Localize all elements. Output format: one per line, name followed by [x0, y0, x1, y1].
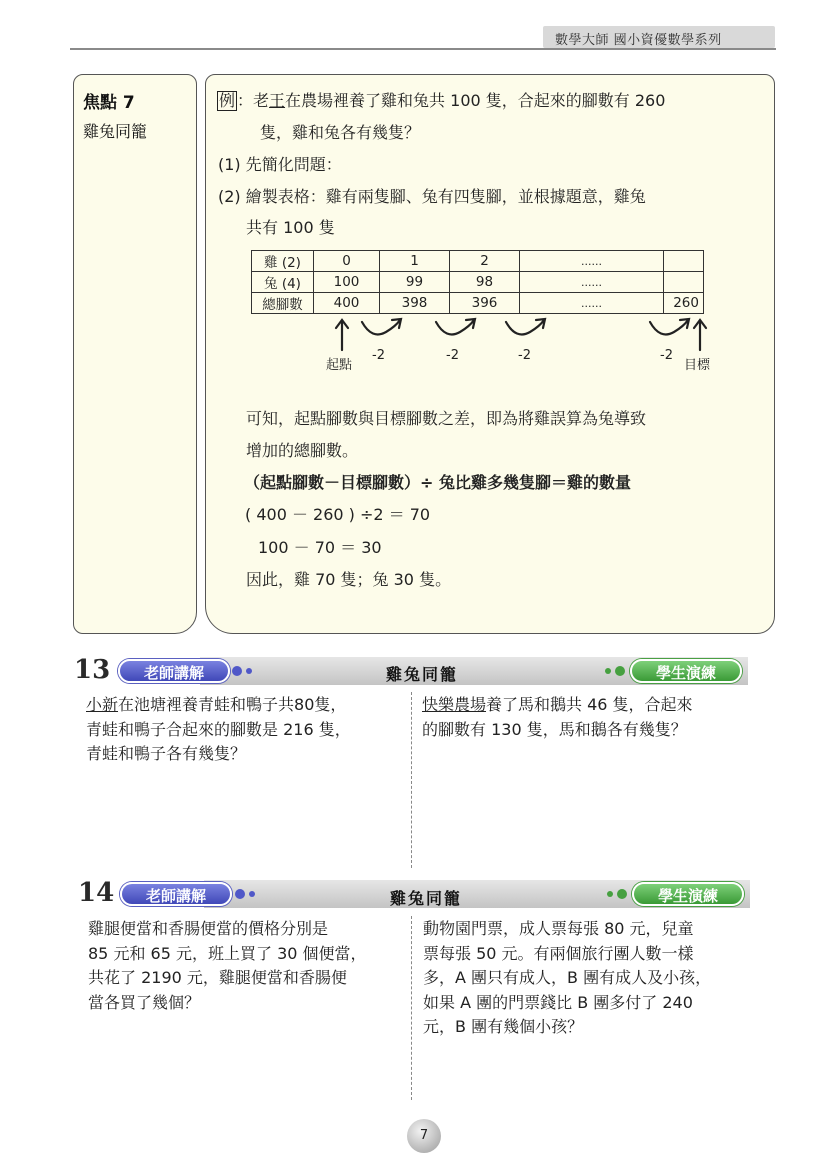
- example-question-line2: 隻，雞和兔各有幾隻？: [260, 123, 421, 142]
- table-cell: 1: [380, 251, 450, 272]
- dot-icon: [246, 668, 252, 674]
- step-arrow-icon: [650, 320, 688, 334]
- table-cell: 99: [380, 272, 450, 293]
- answer: 因此，雞 70 隻；兔 30 隻。: [246, 570, 452, 589]
- table-cell: [664, 251, 704, 272]
- table-row: [252, 293, 704, 314]
- row-header: 總腳數: [252, 293, 314, 314]
- explanation-line1: 可知，起點腳數與目標腳數之差，即為將雞誤算為兔導致: [246, 409, 647, 428]
- explanation-line2: 增加的總腳數。: [246, 441, 359, 460]
- table-cell: 260: [664, 293, 704, 314]
- start-label: 起點: [326, 358, 353, 373]
- page-number: 7: [407, 1119, 441, 1153]
- dot-icon: [605, 668, 611, 674]
- example-question-line1: 例 ：老王在農場裡養了雞和兔共 100 隻，合起來的腳數有 260: [219, 91, 666, 110]
- header-rule: [70, 48, 776, 50]
- end-label: 目標: [684, 358, 711, 373]
- step-label: -2: [660, 348, 673, 363]
- step-label: -2: [518, 348, 531, 363]
- table-cell: 396: [450, 293, 520, 314]
- section-number: 13: [74, 655, 111, 685]
- series-title: 數學大師 國小資優數學系列: [555, 33, 722, 48]
- table-cell: 98: [450, 272, 520, 293]
- student-practice-badge: 學生演練: [630, 659, 742, 683]
- example-tag: 例: [219, 91, 236, 110]
- teacher-question: 小新在池塘裡養青蛙和鴨子共80隻， 青蛙和鴨子合起來的腳數是 216 隻， 青蛙和鴨子各有幾隻？: [86, 695, 351, 763]
- table-cell: 398: [380, 293, 450, 314]
- dot-icon: [615, 666, 625, 676]
- dot-icon: [235, 889, 245, 899]
- step-2: (2) 繪製表格：雞有兩隻腳、兔有四隻腳，並根據題意，雞兔: [218, 187, 646, 206]
- leg-count-table: [251, 250, 704, 314]
- dot-icon: [232, 666, 242, 676]
- student-question: 快樂農場養了馬和鵝共 46 隻，合起來 的腳數有 130 隻，馬和鵝各有幾隻？: [422, 695, 693, 739]
- table-cell: ......: [520, 293, 664, 314]
- table-cell: [664, 272, 704, 293]
- example-name: 王: [269, 91, 286, 110]
- section-number: 14: [78, 878, 115, 908]
- table-cell: ......: [520, 251, 664, 272]
- teacher-explain-badge: 老師講解: [120, 882, 232, 906]
- step-label: -2: [446, 348, 459, 363]
- formula: （起點腳數－目標腳數）÷ 兔比雞多幾隻腳＝雞的數量: [244, 473, 631, 492]
- question-name: 快樂農場: [422, 695, 487, 714]
- column-divider: [411, 916, 412, 1100]
- row-header: 雞 (2): [252, 251, 314, 272]
- table-row: [252, 272, 704, 293]
- dot-icon: [617, 889, 627, 899]
- step-arrow-icon: [362, 320, 400, 334]
- table-cell: ......: [520, 272, 664, 293]
- table-cell: 2: [450, 251, 520, 272]
- teacher-question: 雞腿便當和香腸便當的價格分別是 85 元和 65 元，班上買了 30 個便當， 共花了 2190 元，雞腿便當和香腸便 當各買了幾個？: [88, 919, 367, 1012]
- step-1: (1) 先簡化問題：: [218, 155, 342, 174]
- step-label: -2: [372, 348, 385, 363]
- teacher-explain-badge: 老師講解: [118, 659, 230, 683]
- table-cell: 400: [314, 293, 380, 314]
- row-header: 兔 (4): [252, 272, 314, 293]
- focus-title: 焦點 7: [83, 93, 135, 113]
- section-title: 雞兔同籠: [386, 665, 459, 684]
- table-cell: 0: [314, 251, 380, 272]
- calculation-1: ( 400 － 260 ) ÷2 ＝ 70: [245, 505, 431, 524]
- student-practice-badge: 學生演練: [632, 882, 744, 906]
- student-question: 動物園門票，成人票每張 80 元，兒童 票每張 50 元。有兩個旅行團人數一樣 多，A 團只有成人，B 團有成人及小孩， 如果 A 團的門票錢比 B 團多付了 240 元，B 團有幾個小孩？: [423, 919, 712, 1036]
- column-divider: [411, 692, 412, 868]
- step-arrow-icon: [506, 320, 544, 334]
- table-row: [252, 251, 704, 272]
- step-arrow-icon: [436, 320, 474, 334]
- step-arrows-diagram: [320, 312, 720, 352]
- calculation-2: 100 － 70 ＝ 30: [258, 538, 382, 557]
- dot-icon: [249, 891, 255, 897]
- question-name: 小新: [86, 695, 119, 714]
- focus-tab: [73, 74, 197, 634]
- section-title: 雞兔同籠: [390, 889, 463, 908]
- dot-icon: [607, 891, 613, 897]
- focus-subtitle: 雞兔同籠: [83, 122, 148, 141]
- step-2-cont: 共有 100 隻: [246, 218, 335, 237]
- table-cell: 100: [314, 272, 380, 293]
